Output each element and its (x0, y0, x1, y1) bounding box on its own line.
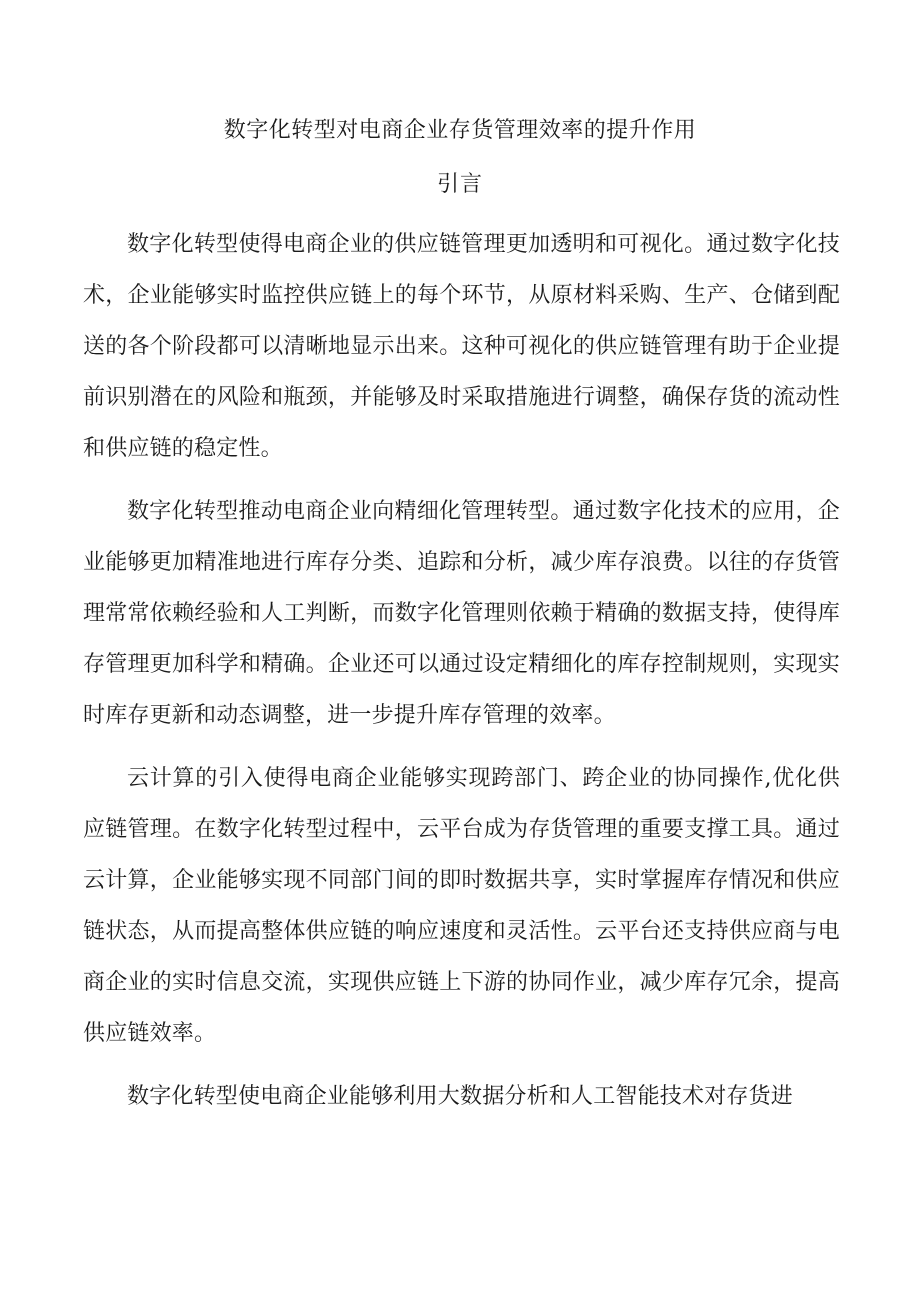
paragraph-3: 云计算的引入使得电商企业能够实现跨部门、跨企业的协同操作,优化供应链管理。在数字化转型过程中，云平台成为存货管理的重要支撑工具。通过云计算，企业能够实现不同部门间的即时数据共享，实时掌握库存情况和供应链状态，从而提高整体供应链的响应速度和灵活性。云平台还支持供应商与电商企业的实时信息交流，实现供应链上下游的协同作业，减少库存冗余，提高供应链效率。 (83, 766, 840, 1046)
document-title: 数字化转型对电商企业存货管理效率的提升作用 (223, 118, 697, 143)
paragraph-2: 数字化转型推动电商企业向精细化管理转型。通过数字化技术的应用，企业能够更加精准地进行库存分类、追踪和分析，减少库存浪费。以往的存货管理常常依赖经验和人工判断，而数字化管理则依赖于精确的数据支持，使得库存管理更加科学和精确。企业还可以通过设定精细化的库存控制规则，实现实时库存更新和动态调整，进一步提升库存管理的效率。 (83, 499, 840, 728)
paragraph-1: 数字化转型使得电商企业的供应链管理更加透明和可视化。通过数字化技术，企业能够实时监控供应链上的每个环节，从原材料采购、生产、仓储到配送的各个阶段都可以清晰地显示出来。这种可视化的供应链管理有助于企业提前识别潜在的风险和瓶颈，并能够及时采取措施进行调整，确保存货的流动性和供应链的稳定性。 (83, 232, 840, 461)
section-heading-introduction: 引言 (436, 172, 483, 197)
paragraph-4: 数字化转型使电商企业能够利用大数据分析和人工智能技术对存货进 (127, 1084, 794, 1109)
document-body (83, 219, 840, 1134)
